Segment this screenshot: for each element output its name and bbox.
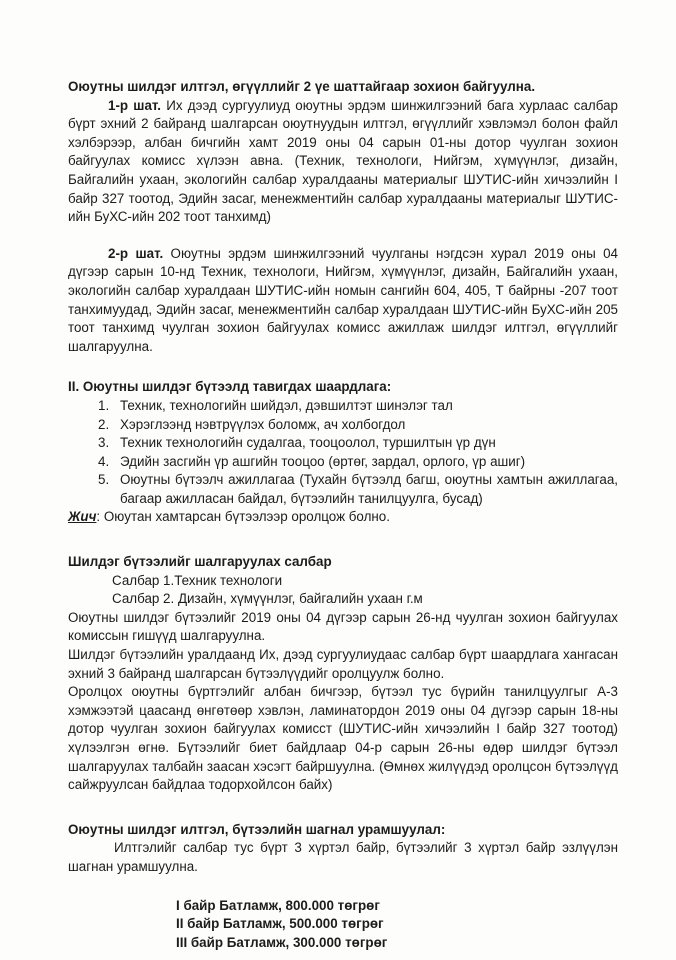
stage-2-text: Оюутны эрдэм шинжилгээний чуулганы нэгдсэн хурал 2019 оны 04 дүгээр сарын 10-нд Техник, технологи, Нийгэм, хүмүүнлэг, дизайн, Байгалийн ухаан, экологийн салбар хуралдаан ШУТИС-ийн номын сангийн 604, 405, Т байрны -207 тоот танхимуудад, Эдийн засаг, менежментийн салбар хуралдаан ШУТИС-ийн БуХС-ийн 205 тоот танхимд чуулган зохион байгуулах комисс ажиллаж шилдэг илтгэл, өгүүллийг шалгаруулна. (68, 245, 618, 354)
list-item: 5. Оюутны бүтээлч ажиллагаа (Тухайн бүтээлд багш, оюутны хамтын ажиллагаа, багаар ажилласан байдал, бүтээлийн танилцуулга, бусад) (98, 472, 618, 506)
note-paragraph (68, 508, 618, 527)
branch-item: Салбар 2. Дизайн, хүмүүнлэг, байгалийн ухаан г.м (112, 591, 423, 607)
branch-item: Салбар 1.Техник технологи (112, 572, 283, 588)
section-requirements-title: II. Оюутны шилдэг бүтээлд тавигдах шаардлага: (68, 379, 392, 395)
note-label: Жич (68, 509, 97, 525)
selection-date-paragraph: Оюутны шилдэг бүтээлийг 2019 оны 04 дүгээр сарын 26-нд чуулган зохион байгуулах комиссын гишүүд шалгаруулна. (68, 609, 618, 644)
prize-second-place: II байр Батламж, 500.000 төгрөг (176, 916, 384, 932)
note-text: : Оюутан хамтарсан бүтээлээр оролцож болно. (96, 509, 390, 525)
stage-1-paragraph (68, 97, 618, 227)
awards-paragraph: Илтгэлийг салбар тус бүрт 3 хүртэл байр, бүтээлийг 3 хүртэл байр эзлүүлэн шагнан урамшуулна. (68, 840, 618, 874)
stage-2-label: 2-р шат. (108, 245, 164, 261)
section-branches-title: Шилдэг бүтээлийг шалгаруулах салбар (68, 554, 332, 570)
registration-paragraph: Оролцох оюутны бүртгэлийг албан бичгээр, бүтээл тус бүрийн танилцуулгыг А-3 хэмжээтэй цаасанд өнгөтөөр хэвлэн, ламинатордон 2019 оны 04 дүгээр сарын 18-ны дотор чуулган зохион байгуулах комисст (ШУТИС-ийн хичээлийн I байр 327 тоотод) хүлээлгэн өгнө. Бүтээлийг биет байдлаар 04-р сарын 26-ны өдөр шилдэг бүтээл шалгаруулах талбайн заасан хэсэгт байршуулна. (Өмнөх жилүүдэд оролцсон бүтээлүүд сайжруулсан байдлаа тодорхойлсон байх) (68, 684, 618, 793)
section-competition-stages-title: Оюутны шилдэг илтгэл, өгүүллийг 2 үе шаттайгаар зохион байгуулна. (68, 79, 536, 94)
stage-2-paragraph (68, 245, 618, 357)
list-item: 3. Техник технологийн судалгаа, тооцоолол, туршилтын үр дүн (98, 435, 496, 451)
list-item: 2. Хэрэглээнд нэвтрүүлэх боломж, ач холбогдол (98, 416, 406, 432)
eligibility-paragraph: Шилдэг бүтээлийн уралдаанд Их, дээд сургуулиудаас салбар бүрт шаардлага хангасан эхний 3 байранд шалгарсан бүтээлүүдийг оролцуулж болно. (68, 647, 618, 681)
stage-1-text: Их дээд сургуулиуд оюутны эрдэм шинжилгээний бага хурлаас салбар бүрт эхний 2 байранд шалгарсан оюутнуудын илтгэл, өгүүллийг хэвлэмэл болон файл хэлбэрээр, албан бичгийн хамт 2019 оны 04 сарын 01-ны дотор чуулган зохион байгуулах комисс хүлээн авна. (Техник, технологи, Нийгэм, хүмүүнлэг, дизайн, Байгалийн ухаан, экологийн салбар хуралдааны материалыг ШУТИС-ийн хичээлийн I байр 327 тоотод, Эдийн засаг, менежментийн салбар хуралдааны материалыг ШУТИС-ийн БуХС-ийн 202 тоот танхимд) (68, 97, 618, 225)
prize-third-place: III байр Батламж, 300.000 төгрөг (176, 934, 388, 950)
prize-list (176, 897, 618, 953)
list-item: 4. Эдийн засгийн үр ашгийн тооцоо (өртөг, зардал, орлого, үр ашиг) (98, 453, 526, 469)
stage-1-label: 1-р шат. (108, 97, 161, 113)
prize-first-place: I байр Батламж, 800.000 төгрөг (176, 897, 380, 913)
list-item: 1. Техник, технологийн шийдэл, дэвшилтэт шинэлэг тал (98, 397, 453, 413)
section-awards-title: Оюутны шилдэг илтгэл, бүтээлийн шагнал урамшуулал: (68, 821, 446, 837)
requirements-list (68, 397, 618, 509)
